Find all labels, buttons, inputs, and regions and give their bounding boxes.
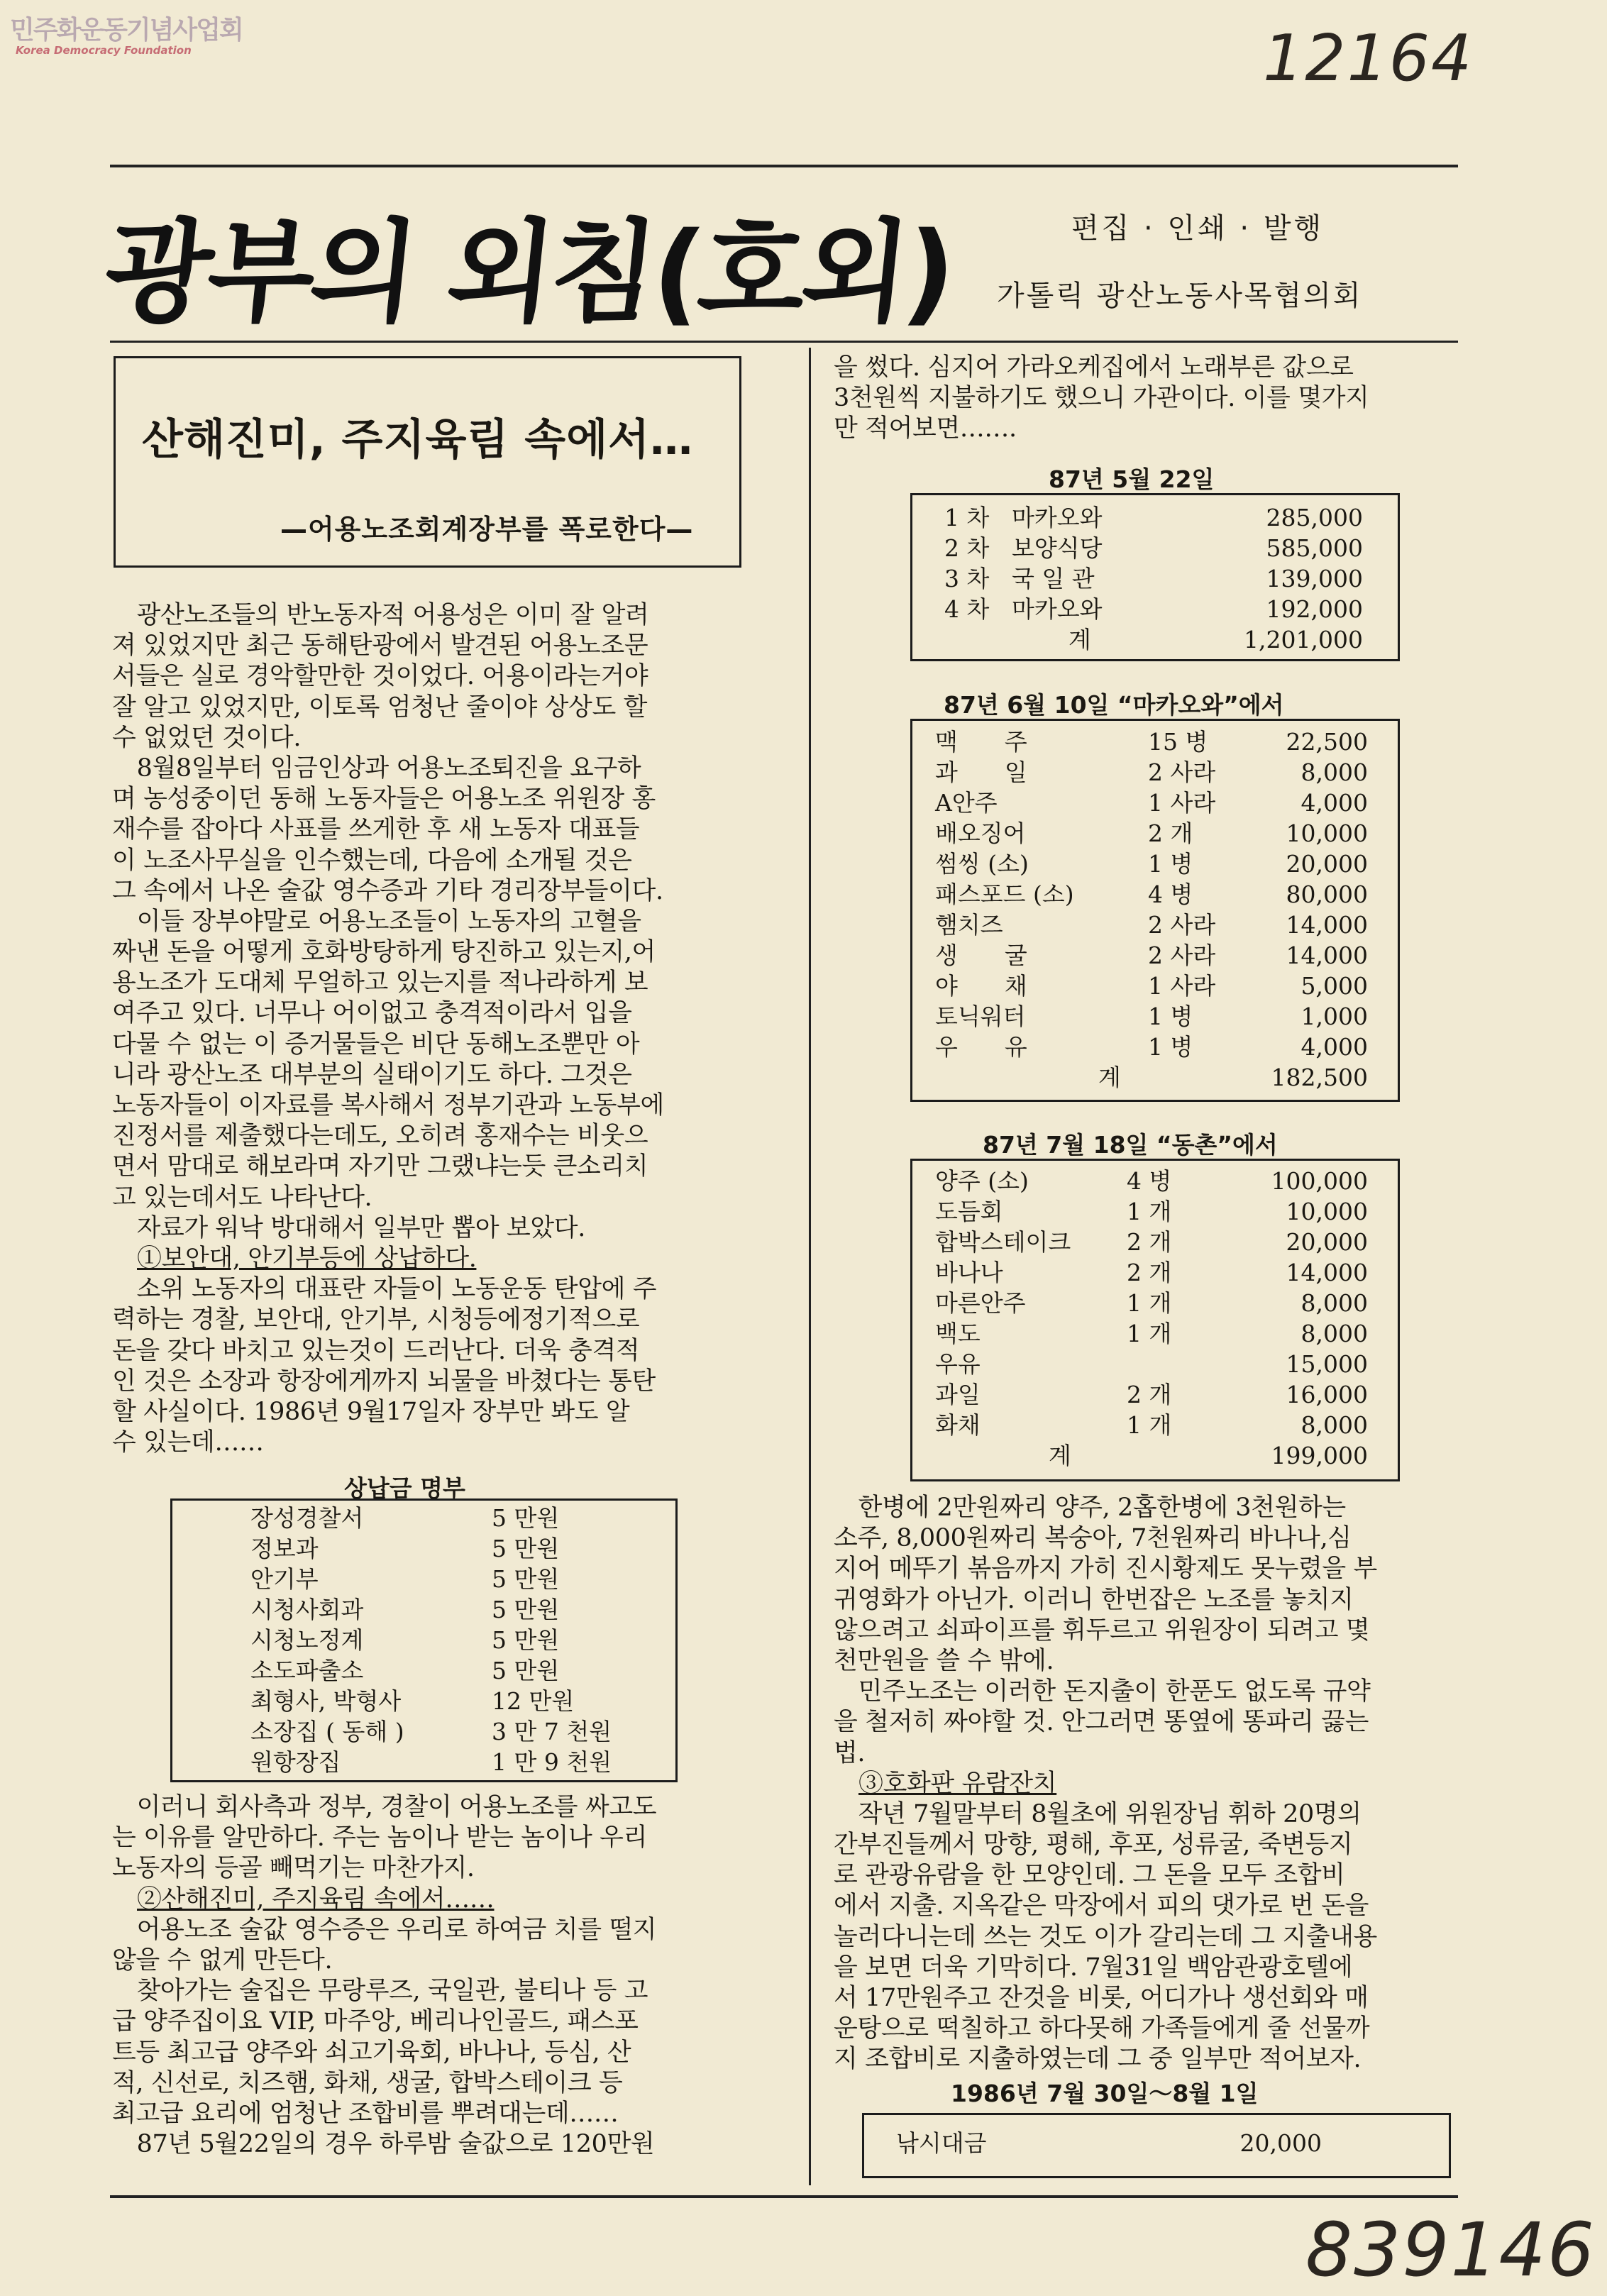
text-line: 고 있는데서도 나타난다. xyxy=(112,1183,372,1212)
watermark-english: Korea Democracy Foundation xyxy=(16,44,192,57)
table-row: 썸씽 (소) 1 병 20,000 xyxy=(935,850,1368,878)
bribe-table xyxy=(170,1499,678,1782)
text-line: 면서 맘대로 해보라며 자기만 그랬냐는듯 큰소리치 xyxy=(112,1152,648,1181)
watermark-logo-text: 민주화운동기념사업회 xyxy=(10,16,243,45)
table-trip-caption: 1986년 7월 30일～8월 1일 xyxy=(951,2080,1259,2107)
text-line: 지 조합비로 지출하였는데 그 중 일부만 적어보자. xyxy=(834,2045,1362,2074)
column-divider xyxy=(809,348,811,2185)
top-rule xyxy=(110,165,1458,167)
text-line: 져 있었지만 최근 동해탄광에서 발견된 어용노조문 xyxy=(112,631,648,661)
text-line: 않으려고 쇠파이프를 휘두르고 위원장이 되려고 몇 xyxy=(834,1616,1370,1645)
bottom-rule xyxy=(110,2195,1458,2198)
text-line: 지어 메뚜기 볶음까지 가히 진시황제도 못누렸을 부 xyxy=(834,1555,1377,1584)
headline-subtitle: —어용노조회계장부를 폭로한다— xyxy=(280,514,694,545)
table-row: 원항장집 1 만 9 천원 xyxy=(250,1748,612,1776)
text-line: 을 보면 더욱 기막히다. 7월31일 백암관광호텔에 xyxy=(834,1953,1353,1982)
handwritten-number-bottom: 839146 xyxy=(1305,2207,1596,2293)
right-article-body xyxy=(834,353,1472,445)
handwritten-number-top: 12164 xyxy=(1263,21,1474,96)
text-line: 간부진들께서 망향, 평해, 후포, 성류굴, 죽변등지 xyxy=(834,1831,1353,1860)
table-row: 생 굴 2 사라 14,000 xyxy=(935,942,1368,969)
section-heading-3: ③호화판 유람잔치 xyxy=(858,1769,1057,1798)
table-may-caption: 87년 5월 22일 xyxy=(1049,465,1215,493)
text-line: 한병에 2만원짜리 양주, 2홉한병에 3천원하는 xyxy=(834,1494,1346,1522)
text-line: 다물 수 없는 이 증거물들은 비단 동해노조뿐만 아 xyxy=(112,1030,640,1059)
text-line: 진정서를 제출했다는데도, 오히려 홍재수는 비웃으 xyxy=(112,1122,648,1151)
text-line: 노동자들이 이자료를 복사해서 정부기관과 노동부에 xyxy=(112,1091,664,1120)
text-line: 찾아가는 술집은 무랑루즈, 국일관, 불티나 등 고 xyxy=(112,1977,648,2006)
text-line: 귀영화가 아닌가. 이러니 한번잡은 노조를 놓치지 xyxy=(834,1585,1354,1614)
table-total-row: 계 1,201,000 xyxy=(1068,626,1363,653)
text-line: 이러니 회사측과 정부, 경찰이 어용노조를 싸고도 xyxy=(112,1793,657,1821)
text-line: 그 속에서 나온 술값 영수증과 기타 경리장부들이다. xyxy=(112,876,663,905)
text-line: 이 노조사무실을 인수했는데, 다음에 소개될 것은 xyxy=(112,846,632,875)
text-line: 용노조가 도대체 무얼하고 있는지를 적나라하게 보 xyxy=(112,968,648,998)
table-row: 안기부 5 만원 xyxy=(250,1565,560,1593)
text-line: 최고급 요리에 엄청난 조합비를 뿌려대는데…… xyxy=(112,2099,619,2128)
table-row: 장성경찰서 5 만원 xyxy=(250,1504,560,1532)
headline-title: 산해진미, 주지육림 속에서… xyxy=(142,415,694,465)
table-row: 과일 2 개 16,000 xyxy=(935,1381,1368,1408)
text-line: 며 농성중이던 동해 노동자들은 어용노조 위원장 홍 xyxy=(112,785,656,814)
table-row: 시청노정계 5 만원 xyxy=(250,1626,560,1654)
table-row: 패스포드 (소) 4 병 80,000 xyxy=(935,881,1368,908)
table-row: 배오징어 2 개 10,000 xyxy=(935,819,1368,847)
text-line: 87년 5월22일의 경우 하루밤 술값으로 120만원 xyxy=(112,2130,655,2159)
text-line: 급 양주집이요 VIP, 마주앙, 베리나인골드, 패스포 xyxy=(112,2007,639,2036)
table-total-row: 계 182,500 xyxy=(1098,1064,1368,1091)
table-row: 맥 주 15 병 22,500 xyxy=(935,728,1368,756)
table-row: 합박스테이크 2 개 20,000 xyxy=(935,1228,1368,1256)
table-june-caption: 87년 6월 10일 “마카오와”에서 xyxy=(944,691,1284,719)
text-line: 트등 최고급 양주와 쇠고기육회, 바나나, 등심, 산 xyxy=(112,2038,631,2067)
table-june xyxy=(910,719,1400,1102)
table-july xyxy=(910,1159,1400,1481)
text-line: 돈을 갖다 바치고 있는것이 드러난다. 더욱 충격적 xyxy=(112,1336,640,1365)
right-article-body-continued xyxy=(834,1493,1472,2075)
masthead-title: 광부의 외침(호외) xyxy=(99,208,958,337)
text-line: 놀러다니는데 쓰는 것도 이가 갈리는데 그 지출내용 xyxy=(834,1922,1377,1951)
text-line: 잘 알고 있었지만, 이토록 엄청난 줄이야 상상도 할 xyxy=(112,692,648,722)
table-row: 소도파출소 5 만원 xyxy=(250,1657,560,1684)
text-line: 운탕으로 떡칠하고 하다못해 가족들에게 줄 선물까 xyxy=(834,2014,1370,2043)
text-line: 노동자의 등골 빼먹기는 마찬가지. xyxy=(112,1854,475,1883)
text-line: 서 17만원주고 잔것을 비롯, 어디가나 생선회와 매 xyxy=(834,1984,1369,2012)
text-line: 력하는 경찰, 보안대, 안기부, 시청등에정기적으로 xyxy=(112,1306,640,1335)
text-line: 8월8일부터 임금인상과 어용노조퇴진을 요구하 xyxy=(112,754,641,783)
table-row: 정보과 5 만원 xyxy=(250,1535,560,1562)
left-article-body xyxy=(112,600,751,1458)
text-line: 3천원씩 지불하기도 했으니 가관이다. 이를 몇가지 xyxy=(834,384,1369,413)
table-july-caption: 87년 7월 18일 “동촌”에서 xyxy=(983,1131,1278,1159)
table-row: 백도 1 개 8,000 xyxy=(935,1320,1368,1347)
table-row: 과 일 2 사라 8,000 xyxy=(935,758,1368,786)
text-line: 여주고 있다. 너무나 어이없고 충격적이라서 입을 xyxy=(112,999,632,1028)
table-row: 도듬회 1 개 10,000 xyxy=(935,1198,1368,1225)
text-line: 법. xyxy=(834,1738,866,1767)
table-row: 소장집 ( 동해 ) 3 만 7 천원 xyxy=(250,1718,612,1745)
text-line: 니라 광산노조 대부분의 실태이기도 하다. 그것은 xyxy=(112,1060,632,1089)
table-row: 낚시대금 20,000 xyxy=(896,2129,1322,2157)
text-line: 민주노조는 이러한 돈지출이 한푼도 없도록 규약 xyxy=(834,1677,1371,1706)
publisher-role: 편집 · 인쇄 · 발행 xyxy=(1071,212,1325,245)
table-trip xyxy=(862,2113,1451,2178)
text-line: 로 관광유람을 한 모양인데. 그 돈을 모두 조합비 xyxy=(834,1861,1345,1890)
text-line: 천만원을 쓸 수 밖에. xyxy=(834,1646,1054,1675)
text-line: 수 있는데…… xyxy=(112,1428,264,1457)
table-row: 우유 15,000 xyxy=(935,1350,1368,1378)
left-article-body-continued xyxy=(112,1792,751,2160)
text-line: 적, 신선로, 치즈햄, 화채, 생굴, 합박스테이크 등 xyxy=(112,2068,623,2097)
text-line: 서들은 실로 경악할만한 것이었다. 어용이라는거야 xyxy=(112,662,648,691)
table-row: 마른안주 1 개 8,000 xyxy=(935,1289,1368,1317)
text-line: 에서 지출. 지옥같은 막장에서 피의 댓가로 번 돈을 xyxy=(834,1892,1369,1921)
table-row: 1 차 마카오와 285,000 xyxy=(944,504,1363,531)
text-line: 이들 장부야말로 어용노조들이 노동자의 고혈을 xyxy=(112,907,641,936)
text-line: 짜낸 돈을 어떻게 호화방탕하게 탕진하고 있는지,어 xyxy=(112,938,656,967)
text-line: 않을 수 없게 만든다. xyxy=(112,1945,333,1975)
section-heading-2: ②산해진미, 주지육림 속에서…… xyxy=(137,1884,495,1914)
text-line: 할 사실이다. 1986년 9월17일자 장부만 봐도 알 xyxy=(112,1397,630,1426)
text-line: 을 철저히 짜야할 것. 안그러면 똥옆에 똥파리 끓는 xyxy=(834,1708,1369,1737)
text-line: 만 적어보면……. xyxy=(834,414,1017,443)
text-line: 을 썼다. 심지어 가라오케집에서 노래부른 값으로 xyxy=(834,353,1354,382)
text-line: 자료가 워낙 방대해서 일부만 뽑아 보았다. xyxy=(112,1213,585,1242)
table-row: 3 차 국 일 관 139,000 xyxy=(944,565,1363,592)
section-heading-1: ①보안대, 안기부등에 상납하다. xyxy=(137,1244,477,1273)
table-row: 최형사, 박형사 12 만원 xyxy=(250,1687,575,1715)
text-line: 어용노조 술값 영수증은 우리로 하여금 치를 떨지 xyxy=(112,1915,657,1944)
table-total-row: 계 199,000 xyxy=(1049,1442,1368,1469)
table-row: 시청사회과 5 만원 xyxy=(250,1596,560,1623)
text-line: 작년 7월말부터 8월초에 위원장님 휘하 20명의 xyxy=(834,1799,1362,1828)
table-may xyxy=(910,493,1400,661)
text-line: 재수를 잡아다 사표를 쓰게한 후 새 노동자 대표들 xyxy=(112,815,640,844)
text-line: 수 없었던 것이다. xyxy=(112,723,302,752)
table-row: 화채 1 개 8,000 xyxy=(935,1411,1368,1439)
text-line: 소주, 8,000원짜리 복숭아, 7천원짜리 바나나,심 xyxy=(834,1524,1352,1553)
publisher-name: 가톨릭 광산노동사목협의회 xyxy=(997,280,1363,312)
table-row: A안주 1 사라 4,000 xyxy=(935,789,1368,817)
table-row: 야 채 1 사라 5,000 xyxy=(935,972,1368,1000)
table-row: 우 유 1 병 4,000 xyxy=(935,1033,1368,1061)
text-line: 는 이유를 알만하다. 주는 놈이나 받는 놈이나 우리 xyxy=(112,1823,648,1853)
bribe-table-caption: 상납금 명부 xyxy=(344,1474,465,1502)
table-row: 4 차 마카오와 192,000 xyxy=(944,595,1363,623)
table-row: 양주 (소) 4 병 100,000 xyxy=(935,1167,1368,1195)
text-line: 광산노조들의 반노동자적 어용성은 이미 잘 알려 xyxy=(112,601,649,629)
table-row: 토닉워터 1 병 1,000 xyxy=(935,1003,1368,1030)
table-row: 햄치즈 2 사라 14,000 xyxy=(935,911,1368,939)
table-row: 바나나 2 개 14,000 xyxy=(935,1259,1368,1286)
text-line: 인 것은 소장과 항장에게까지 뇌물을 바쳤다는 통탄 xyxy=(112,1367,656,1396)
table-row: 2 차 보양식당 585,000 xyxy=(944,534,1363,562)
text-line: 소위 노동자의 대표란 자들이 노동운동 탄압에 주 xyxy=(112,1275,657,1304)
